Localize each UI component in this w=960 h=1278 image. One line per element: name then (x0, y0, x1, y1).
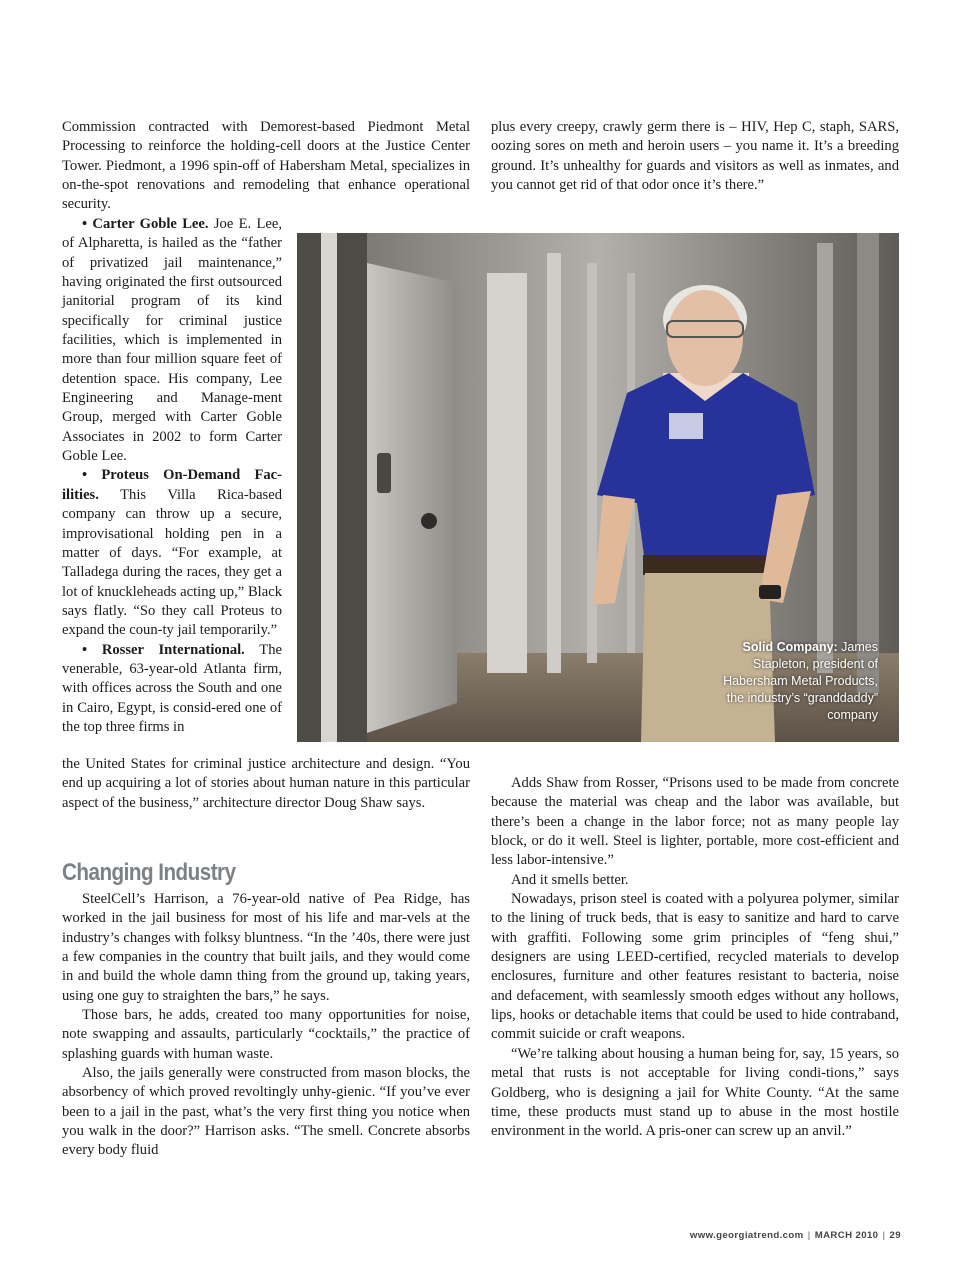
paragraph: plus every creepy, crawly germ there is – HIV, Hep C, staph, SARS, oozing sores on meth and heroin users – you name it. It’s a breeding ground. It’s unhealthy for guards and visitors as well as inmates, and you cannot get rid of that odor once it’s there.” (491, 119, 899, 194)
cell-frame (817, 243, 833, 673)
bullet-heading: • Rosser International. (82, 641, 245, 658)
door-handle (377, 453, 391, 493)
footer-issue: MARCH 2010 (814, 1230, 879, 1241)
shirt-logo (669, 413, 703, 439)
paragraph: “We’re talking about housing a human being for, say, 15 years, so metal that rusts is not acceptable for living condi-tions,” says Goldberg, who is designing a jail for White County. “At the same time, these products must stand up to abuse in the most hostile environment in the world. A pris-oner can screw up an anvil.” (491, 1045, 899, 1140)
caption-title: Solid Company: (742, 640, 838, 654)
bullet-text: Joe E. Lee, of Alpharetta, is hailed as the “father of privatized jail maintenance,” having originated the first outsourced janitorial program of its kind specifically for criminal justice facilities, which is implemented in more than four million square feet of detention space. His company, Lee Engineering and Manage-ment Group, merged with Carter Goble Associates in 2002 to form Carter Goble Lee. (62, 216, 282, 465)
paragraph: Adds Shaw from Rosser, “Prisons used to be made from concrete because the material was cheap and the labor was available, but there’s been a change in the labor force; not as many people lay block, or do it well. Steel is lighter, portable, more cost-efficient and less labor-intensive.” (491, 775, 899, 869)
column-2-bottom (491, 774, 899, 1142)
footer-separator: | (807, 1230, 811, 1241)
cell-door (367, 263, 457, 733)
page-footer (600, 1230, 901, 1241)
feature-photo (297, 233, 899, 742)
cell-frame (857, 233, 879, 693)
footer-separator: | (882, 1230, 886, 1241)
column-1-narrow (62, 215, 282, 737)
paragraph: And it smells better. (511, 871, 629, 888)
person-belt (643, 555, 769, 575)
column-1-top (62, 118, 470, 215)
paragraph: the United States for criminal justice architecture and design. “You end up acquiring a lot of stories about human nature in this particular aspect of the business,” architecture director Doug Shaw says. (62, 756, 470, 811)
wristwatch (759, 585, 781, 599)
bullet-heading: • Proteus On-Demand Fac-ilities. (62, 467, 282, 503)
cell-frame (487, 273, 527, 673)
paragraph: Those bars, he adds, created too many opportunities for noise, note swapping and assaults, particularly “cocktails,” the practice of splashing guards with human waste. (62, 1007, 470, 1062)
section-heading: Changing Industry (62, 859, 236, 886)
column-1-section (62, 890, 470, 1161)
paragraph: Nowadays, prison steel is coated with a polyurea polymer, similar to the lining of truck beds, that is easy to sanitize and hard to carve with graffiti. Following some grim principles of “feng shui,” designers are using LEED-certified, recycled materials to develop enclosures, furniture and other features resistant to bacteria, noise and defacement, with seamlessly smooth edges without any hollows, lips, hooks or detachable items that could be used to hide contraband, commit suicide or craft weapons. (491, 891, 899, 1043)
column-1-bottom (62, 755, 470, 813)
bullet-text: The venerable, 63-year-old Atlanta firm, with offices across the South and one in Cairo, Egypt, is consid-ered one of the top three firms in (62, 641, 282, 735)
door-peephole (421, 513, 437, 529)
page-number: 29 (889, 1230, 901, 1241)
paragraph: Also, the jails generally were constructed from mason blocks, the absorbency of which proved revoltingly unhy-gienic. “If you’ve ever been to a jail in the past, what’s the very first thing you notice when you walk in the door?” Harrison asks. “The smell. Concrete absorbs every body fluid (62, 1065, 470, 1159)
column-2-top (491, 118, 899, 195)
bullet-heading: • Carter Goble Lee. (82, 216, 209, 232)
paragraph: SteelCell’s Harrison, a 76-year-old native of Pea Ridge, has worked in the jail business for most of his life and mar-vels at the industry’s changes with folksy bluntness. “In the ’40s, there were just a few companies in the country that built jails, and they would come in and build the whole damn thing from the ground up, taking years, using one guy to straighten the bars,” he says. (62, 891, 470, 1004)
footer-website: www.georgiatrend.com (689, 1230, 804, 1241)
bullet-rosser (62, 641, 282, 738)
photo-caption (708, 639, 878, 724)
bullet-carter-goble-lee (62, 215, 282, 466)
cell-frame (321, 233, 337, 742)
bullet-text: This Villa Rica-based company can throw up a secure, improvisational holding pen in a matter of days. “For example, at Talladega during the races, they get a lot of knuckleheads acting up,” Black says flatly. “So they call Proteus to expand the coun-ty jail temporarily.” (62, 486, 282, 639)
bullet-proteus (62, 466, 282, 640)
paragraph: Commission contracted with Demorest-based Piedmont Metal Processing to reinforce the holding-cell doors at the Justice Center Tower. Piedmont, a 1996 spin-off of Habersham Metal, specializes in on-the-spot renovations and remodeling that enhance operational security. (62, 119, 470, 213)
caption-text: James Stapleton, president of Habersham Metal Products, the industry’s “granddaddy” company (723, 640, 878, 722)
cell-frame (547, 253, 561, 673)
